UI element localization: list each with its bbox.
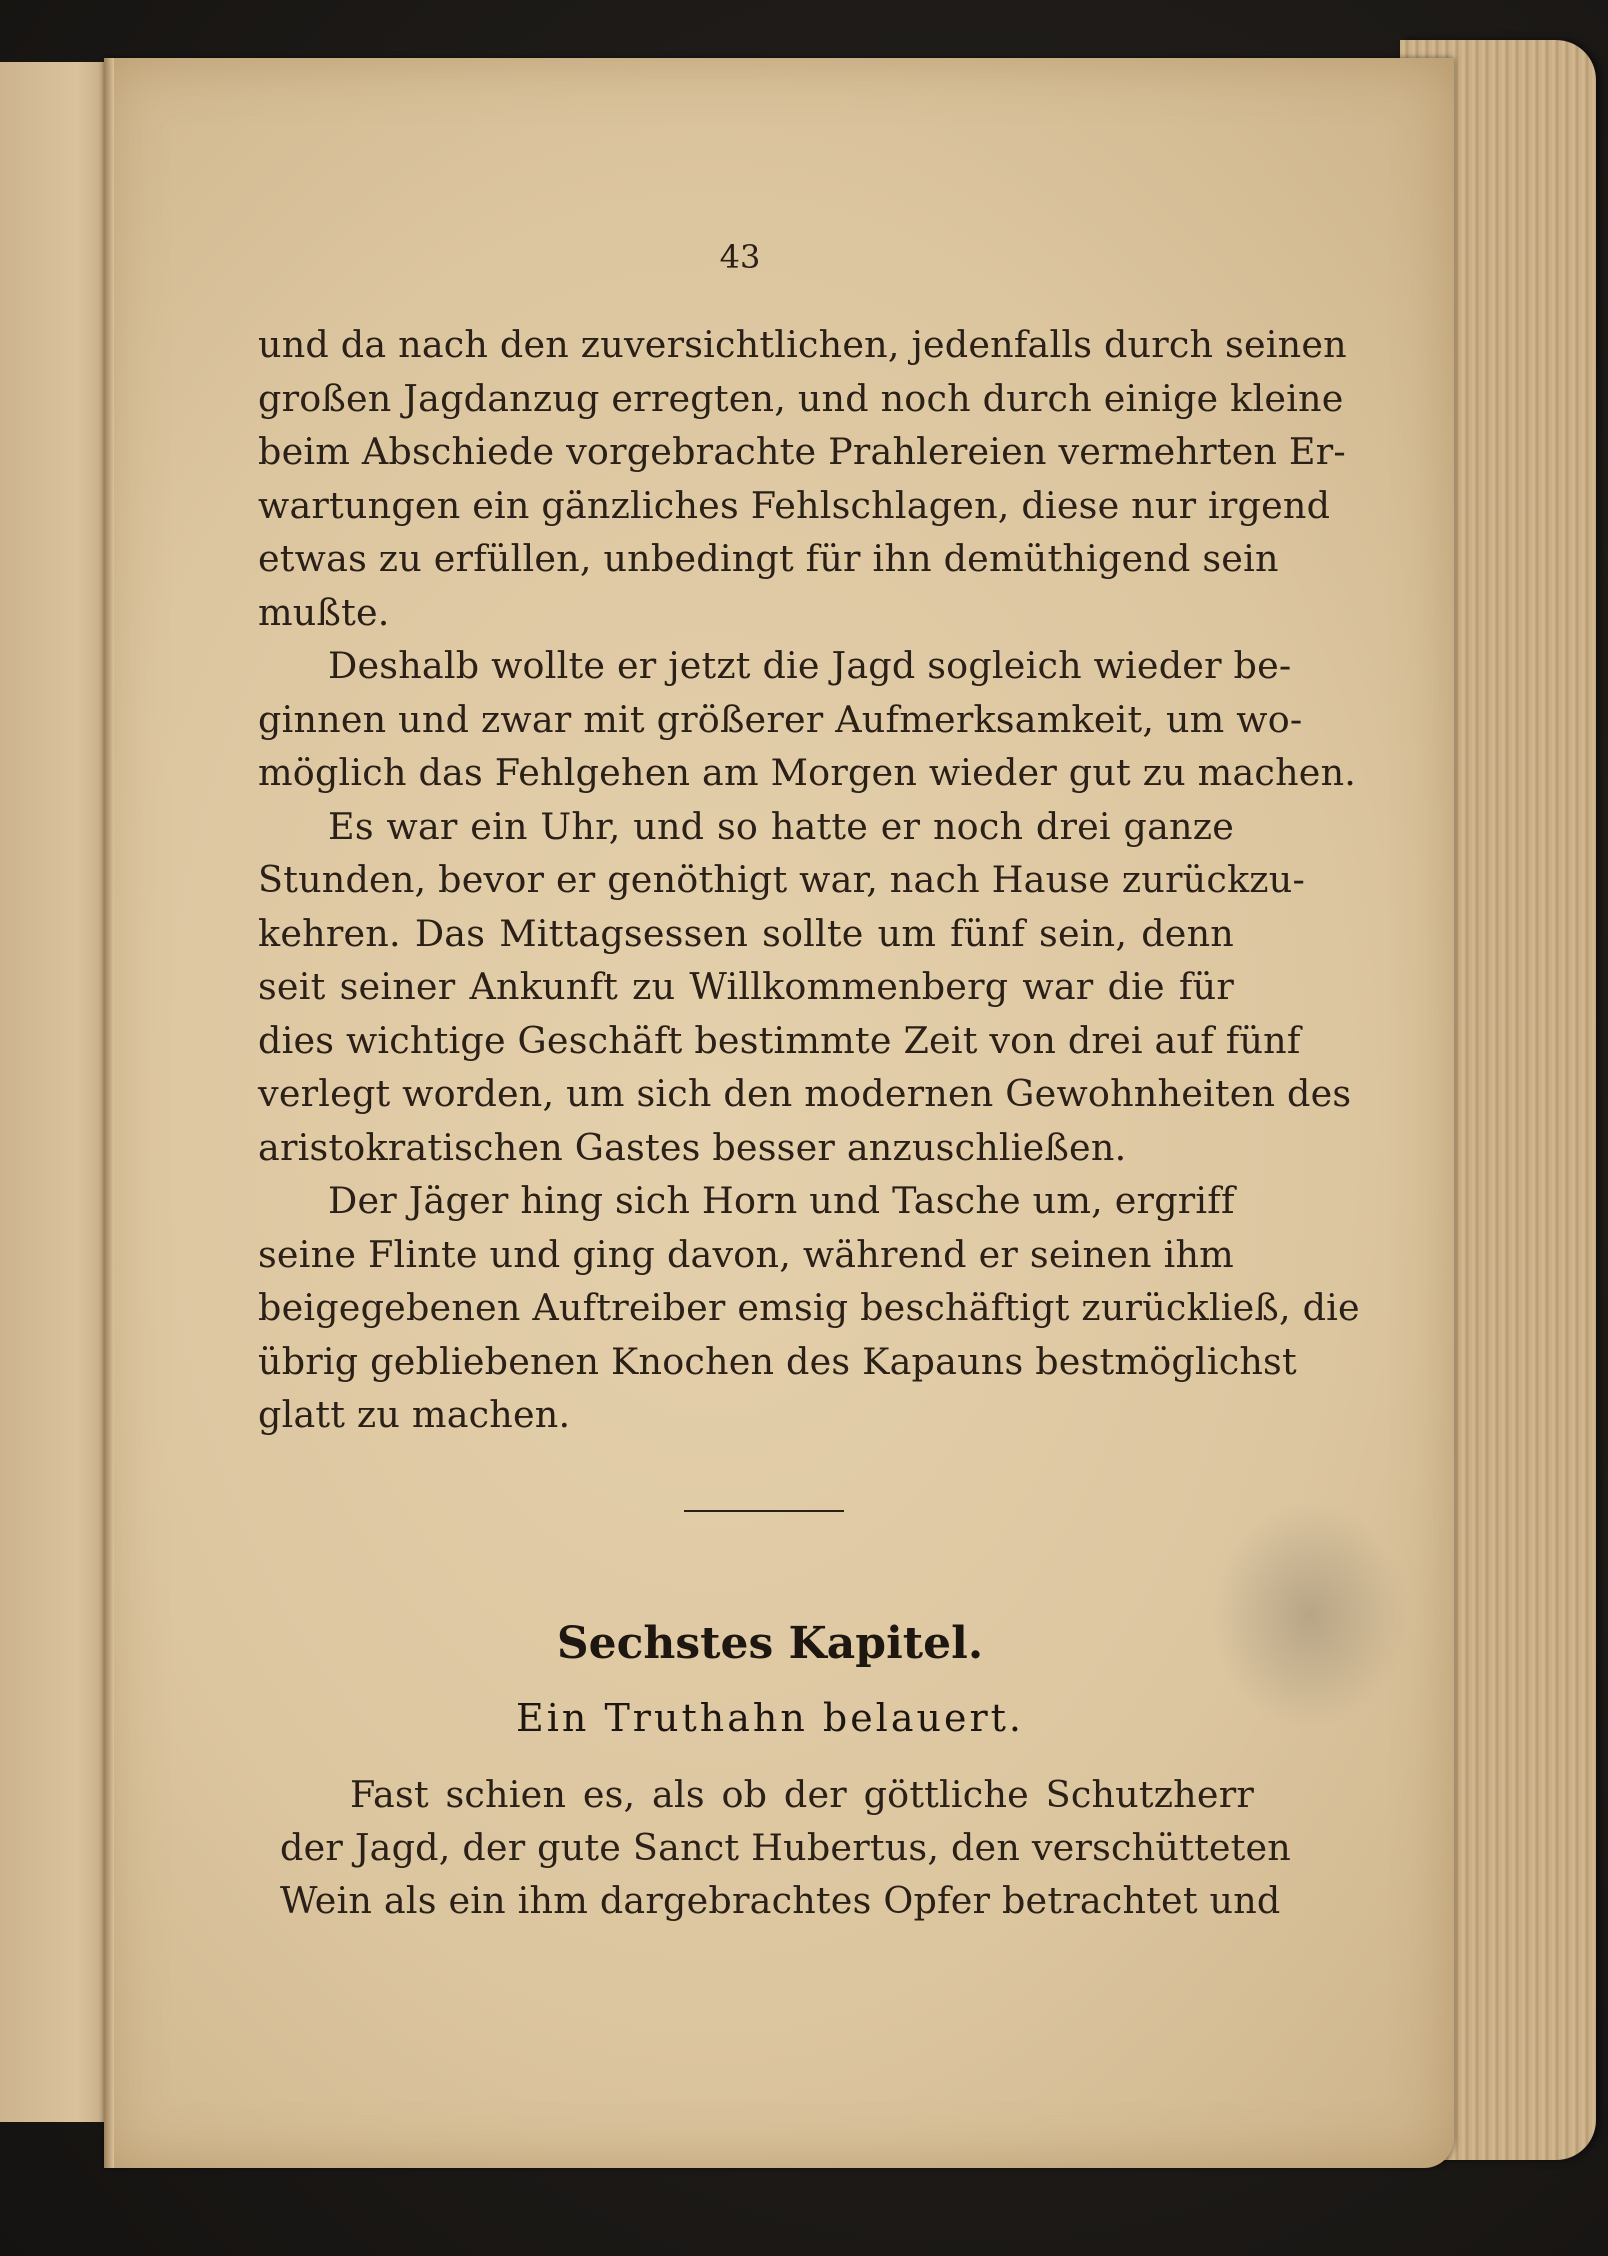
text-line: glatt zu machen. <box>258 1393 571 1436</box>
paragraph <box>258 1174 1360 1442</box>
text-line: großen Jagdanzug erregten, und noch durch einige kleine <box>258 376 1344 420</box>
text-line: Stunden, bevor er genöthigt war, nach Hause zurückzu- <box>258 858 1305 901</box>
section-divider <box>684 1510 844 1512</box>
text-line: seine Flinte und ging davon, während er seinen ihm <box>258 1232 1234 1276</box>
text-line: verlegt worden, um sich den modernen Gewohnheiten des <box>258 1072 1352 1115</box>
text-line: beigegebenen Auftreiber emsig beschäftigt zurückließ, die <box>258 1286 1360 1329</box>
text-line: seit seiner Ankunft zu Willkommenberg war die für <box>258 965 1234 1008</box>
paragraph <box>258 639 1357 800</box>
text-line: dies wichtige Geschäft bestimmte Zeit von drei auf fünf <box>258 1018 1301 1062</box>
text-line: und da nach den zuversichtlichen, jedenfalls durch seinen <box>258 323 1347 366</box>
page-gutter <box>104 58 114 2168</box>
text-line: Deshalb wollte er jetzt die Jagd sogleich wieder be- <box>328 644 1292 687</box>
paragraph <box>258 800 1352 1175</box>
chapter-subtitle: Ein Truthahn belauert. <box>516 1696 1024 1740</box>
left-page-edge <box>0 62 112 2122</box>
text-line: mußte. <box>258 590 390 634</box>
text-line: Es war ein Uhr, und so hatte er noch drei ganze <box>328 804 1234 848</box>
paragraph <box>258 318 1347 639</box>
text-line: der Jagd, der gute Sanct Hubertus, den verschütteten <box>280 1826 1291 1869</box>
text-line: kehren. Das Mittagsessen sollte um fünf sein, denn <box>258 911 1234 955</box>
text-line: Wein als ein ihm dargebrachtes Opfer betrachtet und <box>280 1879 1281 1922</box>
page-number: 43 <box>719 238 761 276</box>
text-line: übrig gebliebenen Knochen des Kapauns bestmöglichst <box>258 1339 1297 1383</box>
text-line: aristokratischen Gastes besser anzuschließen. <box>258 1125 1127 1169</box>
text-line: beim Abschiede vorgebrachte Prahlereien vermehrten Er- <box>258 430 1346 473</box>
chapter-title: Sechstes Kapitel. <box>556 1618 984 1669</box>
chapter-text <box>280 1768 1291 1927</box>
text-line: ginnen und zwar mit größerer Aufmerksamkeit, um wo- <box>258 697 1303 741</box>
text-line: Der Jäger hing sich Horn und Tasche um, ergriff <box>328 1179 1235 1222</box>
text-line: möglich das Fehlgehen am Morgen wieder gut zu machen. <box>258 751 1357 794</box>
text-line: etwas zu erfüllen, unbedingt für ihn demüthigend sein <box>258 537 1279 580</box>
text-line: Fast schien es, als ob der göttliche Schutzherr <box>350 1773 1254 1816</box>
text-line: wartungen ein gänzliches Fehlschlagen, diese nur irgend <box>258 483 1331 527</box>
body-text <box>258 318 1360 1442</box>
